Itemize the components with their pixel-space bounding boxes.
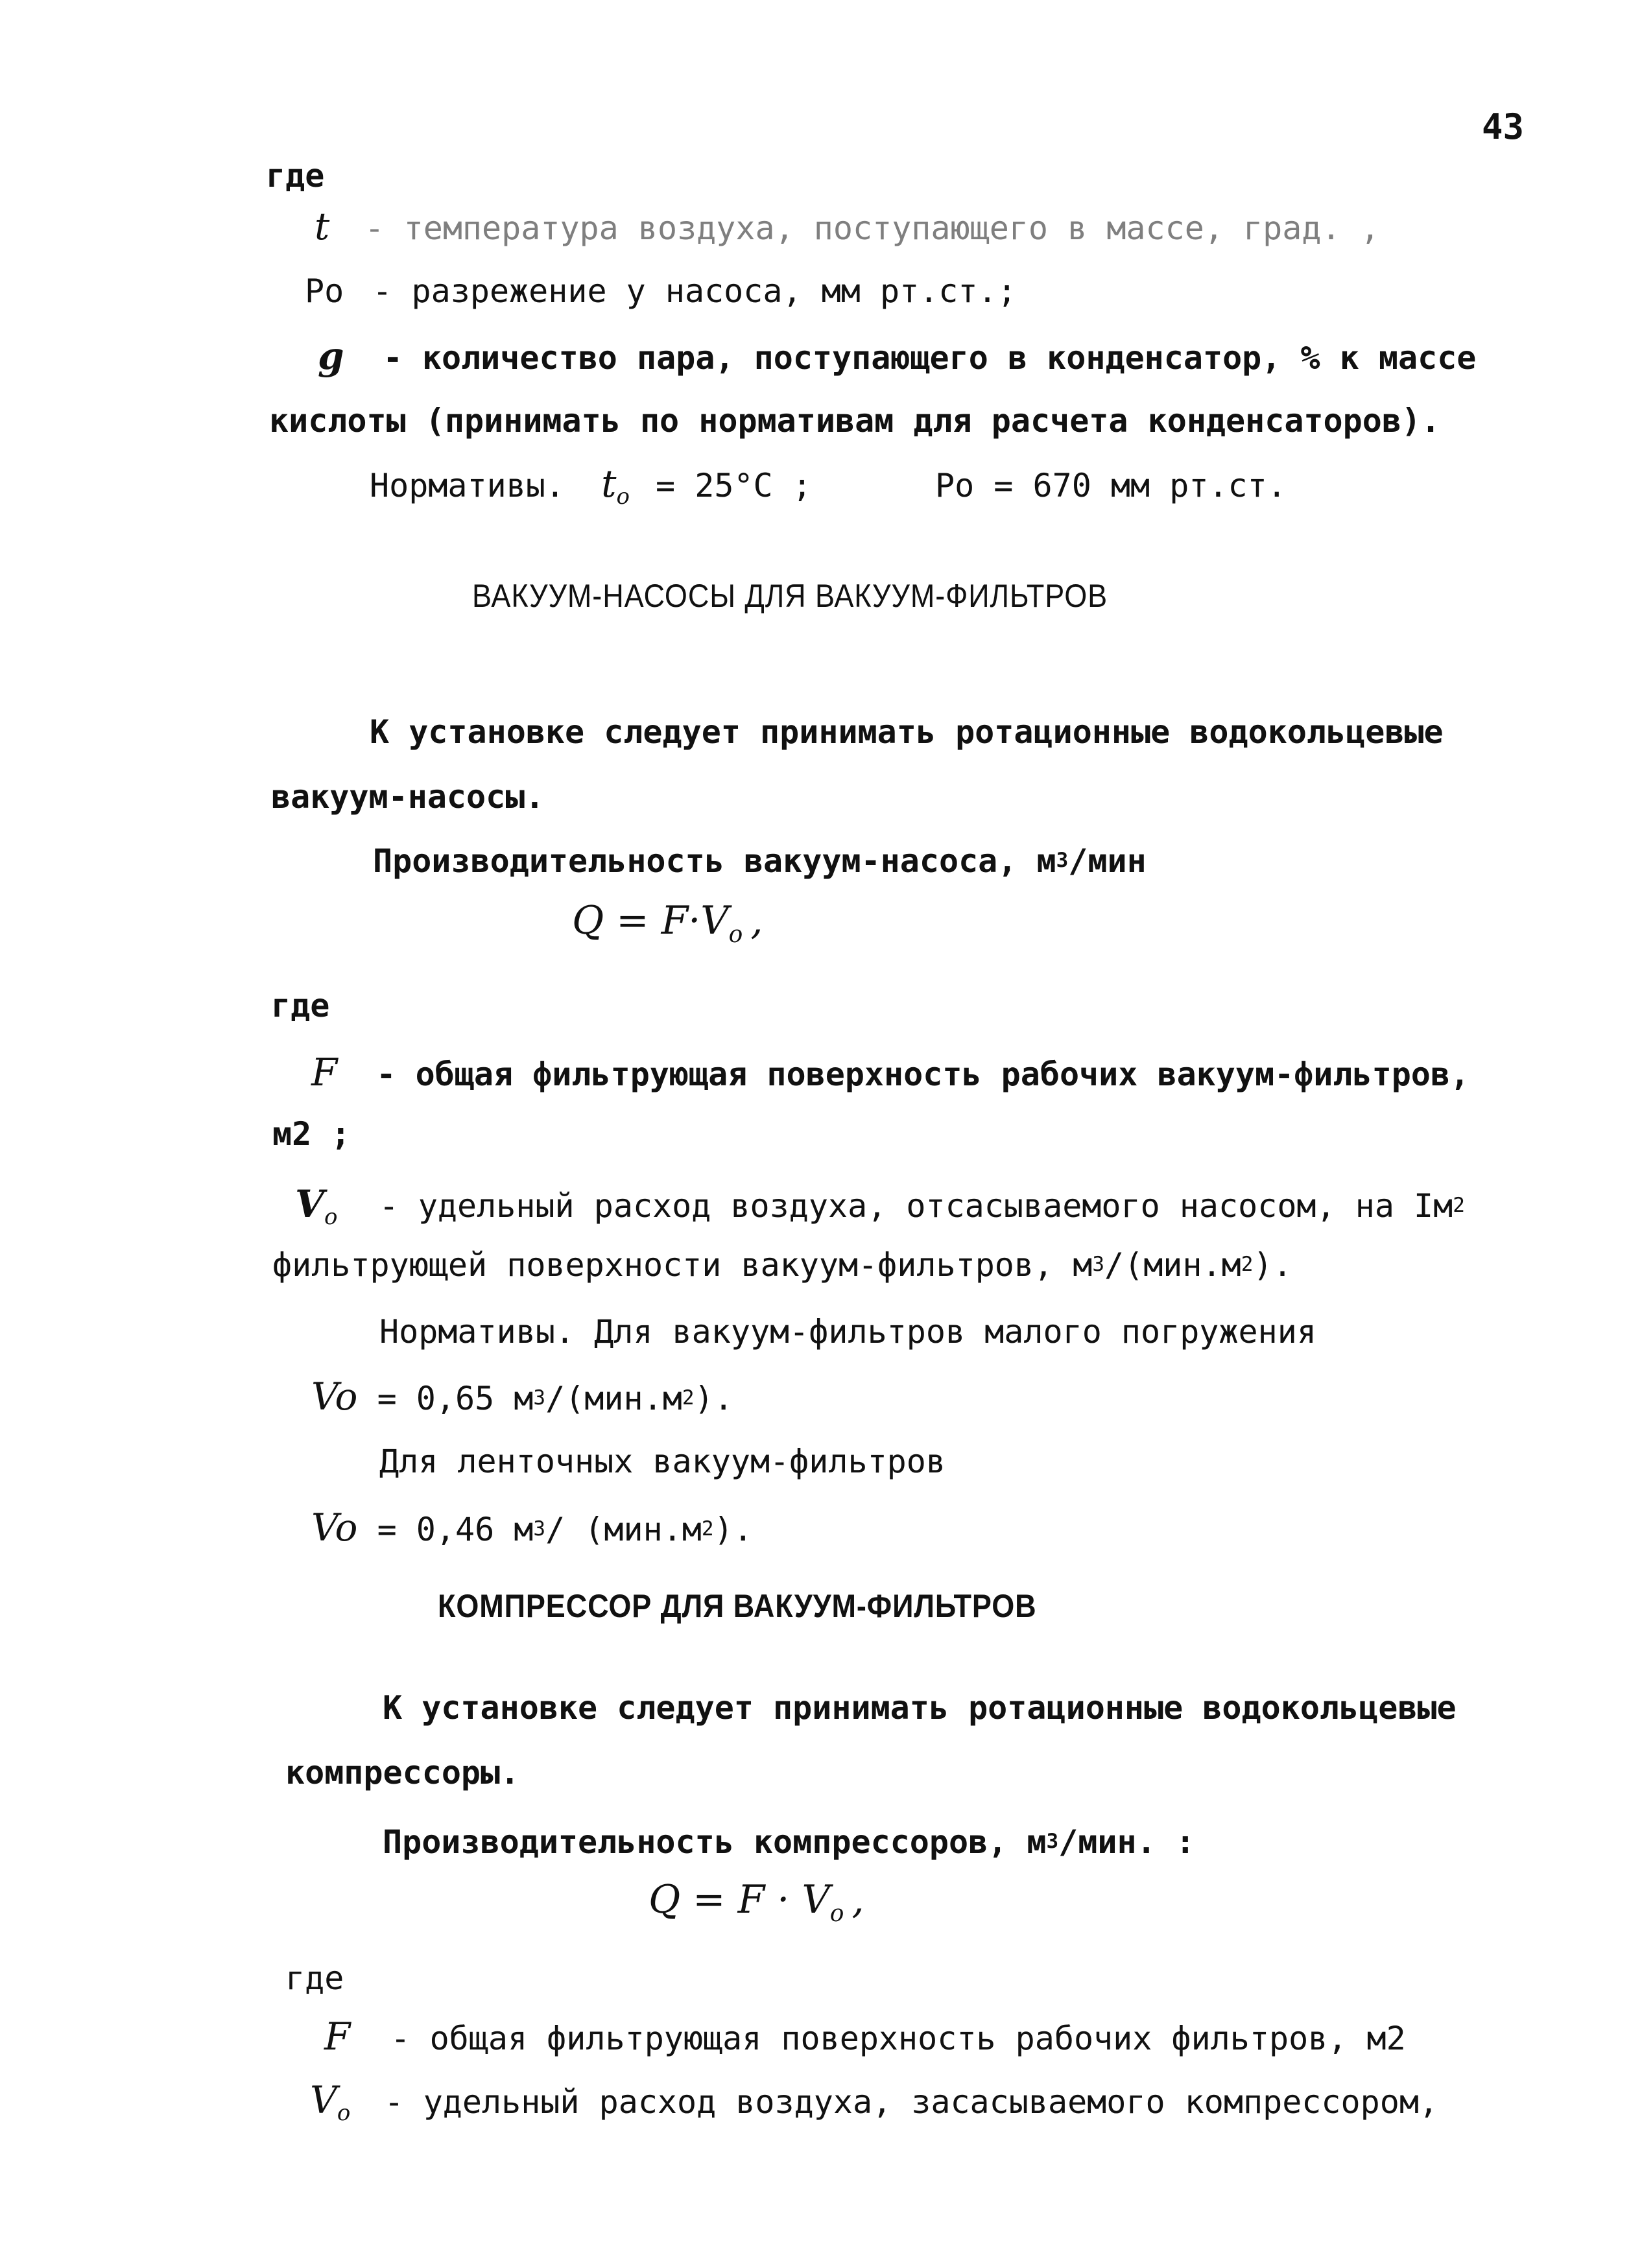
s1-v-cont-mid: /(мин.м [1104,1246,1241,1284]
s2-formula-sub: o [829,1900,844,1927]
s1-norm2-symbol: Vo [311,1506,358,1550]
s1-norm1-end: ). [694,1380,733,1417]
s1-v-definition [295,1184,1465,1237]
s2-performance [383,1822,1195,1862]
s1-formula-end: , [750,898,763,943]
s1-norm2-sup: 3 [533,1517,546,1541]
page-number: 43 [1482,106,1525,147]
g-definition [318,336,1476,378]
s2-f-definition [324,2016,1406,2059]
s1-norm1 [311,1376,733,1419]
s2-formula [648,1877,864,1927]
t-description: - температура воздуха, поступающего в массе, град. , [364,209,1380,247]
s1-performance [373,841,1147,881]
norms-t-symbol: t [601,462,617,506]
s1-norm1-sup: 3 [533,1386,546,1410]
s2-para-line2: компрессоры. [285,1754,520,1791]
s1-norm2-sup2: 2 [701,1517,714,1541]
s1-perf-unit: /мин [1068,842,1147,880]
s1-formula-main: Q = F·V [572,898,729,943]
where-label: где [266,157,325,195]
s1-norm2 [311,1507,753,1550]
s2-para-line1: К установке следует принимать ротационные водокольцевые [383,1689,1457,1727]
norms-label: Нормативы. [370,467,565,504]
s2-v-sub: o [337,2100,351,2126]
s1-formula [572,898,763,948]
s2-where: где [285,1959,344,1997]
s1-v-cont-end: ). [1253,1246,1292,1284]
s1-norm1-symbol: Vo [311,1375,358,1419]
s1-v-description-cont [272,1245,1292,1285]
s2-v-symbol: V [310,2078,337,2122]
s1-where: где [271,987,330,1024]
t-definition [315,206,1380,248]
s1-v-cont-sup: 3 [1092,1253,1104,1277]
s1-f-description: - общая фильтрующая поверхность рабочих вакуум-фильтров, [376,1056,1470,1093]
s1-perf-text: Производительность вакуум-насоса, м [373,842,1056,880]
s1-v-cont-text: фильтрующей поверхности вакуум-фильтров, м [272,1246,1093,1284]
section-heading-compressor: КОМПРЕССОР ДЛЯ ВАКУУМ-ФИЛЬТРОВ [438,1588,1037,1624]
s1-f-definition [311,1052,1469,1094]
s2-perf-text: Производительность компрессоров, м [383,1823,1047,1861]
s1-norm2-mid: / (мин.м [545,1511,702,1548]
s1-norm1-value: = 0,65 м [377,1380,534,1417]
s2-f-description: - общая фильтрующая поверхность рабочих фильтров, м2 [390,2020,1406,2057]
s2-v-description: - удельный расход воздуха, засасываемого компрессором, [384,2083,1439,2121]
norms-t-value: = 25°C ; [656,467,812,504]
s1-formula-sub: o [728,921,743,948]
g-description-cont: кислоты (принимать по нормативам для расчета конденсаторов). [269,402,1441,440]
s2-formula-main: Q = F · V [648,1877,830,1922]
po-definition [305,271,1017,311]
s1-para-line2: вакуум-насосы. [271,778,545,816]
s2-v-definition [310,2080,1438,2133]
s1-v-sub: o [324,1204,338,1230]
s2-perf-sup: 3 [1046,1830,1059,1854]
s2-f-symbol: F [324,2014,351,2059]
s1-f-symbol: F [311,1050,338,1094]
g-symbol: g [318,334,344,378]
s1-norm1-sup2: 2 [682,1386,695,1410]
s1-f-description-cont: м2 ; [272,1115,351,1153]
po-symbol: Ро [305,272,344,310]
s1-v-description-sup: 2 [1453,1194,1465,1218]
s1-para-line1: К установке следует принимать ротационные водокольцевые [370,713,1444,751]
s1-v-cont-sup2: 2 [1241,1253,1254,1277]
norms-t-sub: o [616,484,630,510]
g-description: - количество пара, поступающего в конденсатор, % к массе [383,339,1477,377]
s1-v-description: - удельный расход воздуха, отсасываемого насосом, на Iм [379,1187,1453,1225]
s1-norms-text: Нормативы. Для вакуум-фильтров малого погружения [379,1313,1316,1351]
section-heading-vacuum-pumps: ВАКУУМ-НАСОСЫ ДЛЯ ВАКУУМ-ФИЛЬТРОВ [472,578,1108,614]
s1-norm2-end: ). [713,1511,753,1548]
s1-perf-sup: 3 [1056,849,1069,873]
s1-belt-text: Для ленточных вакуум-фильтров [379,1443,946,1480]
norms-line [370,464,1287,517]
po-description: - разрежение у насоса, мм рт.ст.; [372,272,1017,310]
s2-perf-unit: /мин. : [1058,1823,1195,1861]
t-symbol: t [315,204,330,248]
norms-po: Po = 670 мм рт.ст. [934,467,1287,504]
s1-v-symbol: V [295,1182,325,1226]
s2-formula-end: , [851,1877,864,1922]
s1-norm2-value: = 0,46 м [377,1511,534,1548]
s1-norm1-mid: /(мин.м [545,1380,682,1417]
